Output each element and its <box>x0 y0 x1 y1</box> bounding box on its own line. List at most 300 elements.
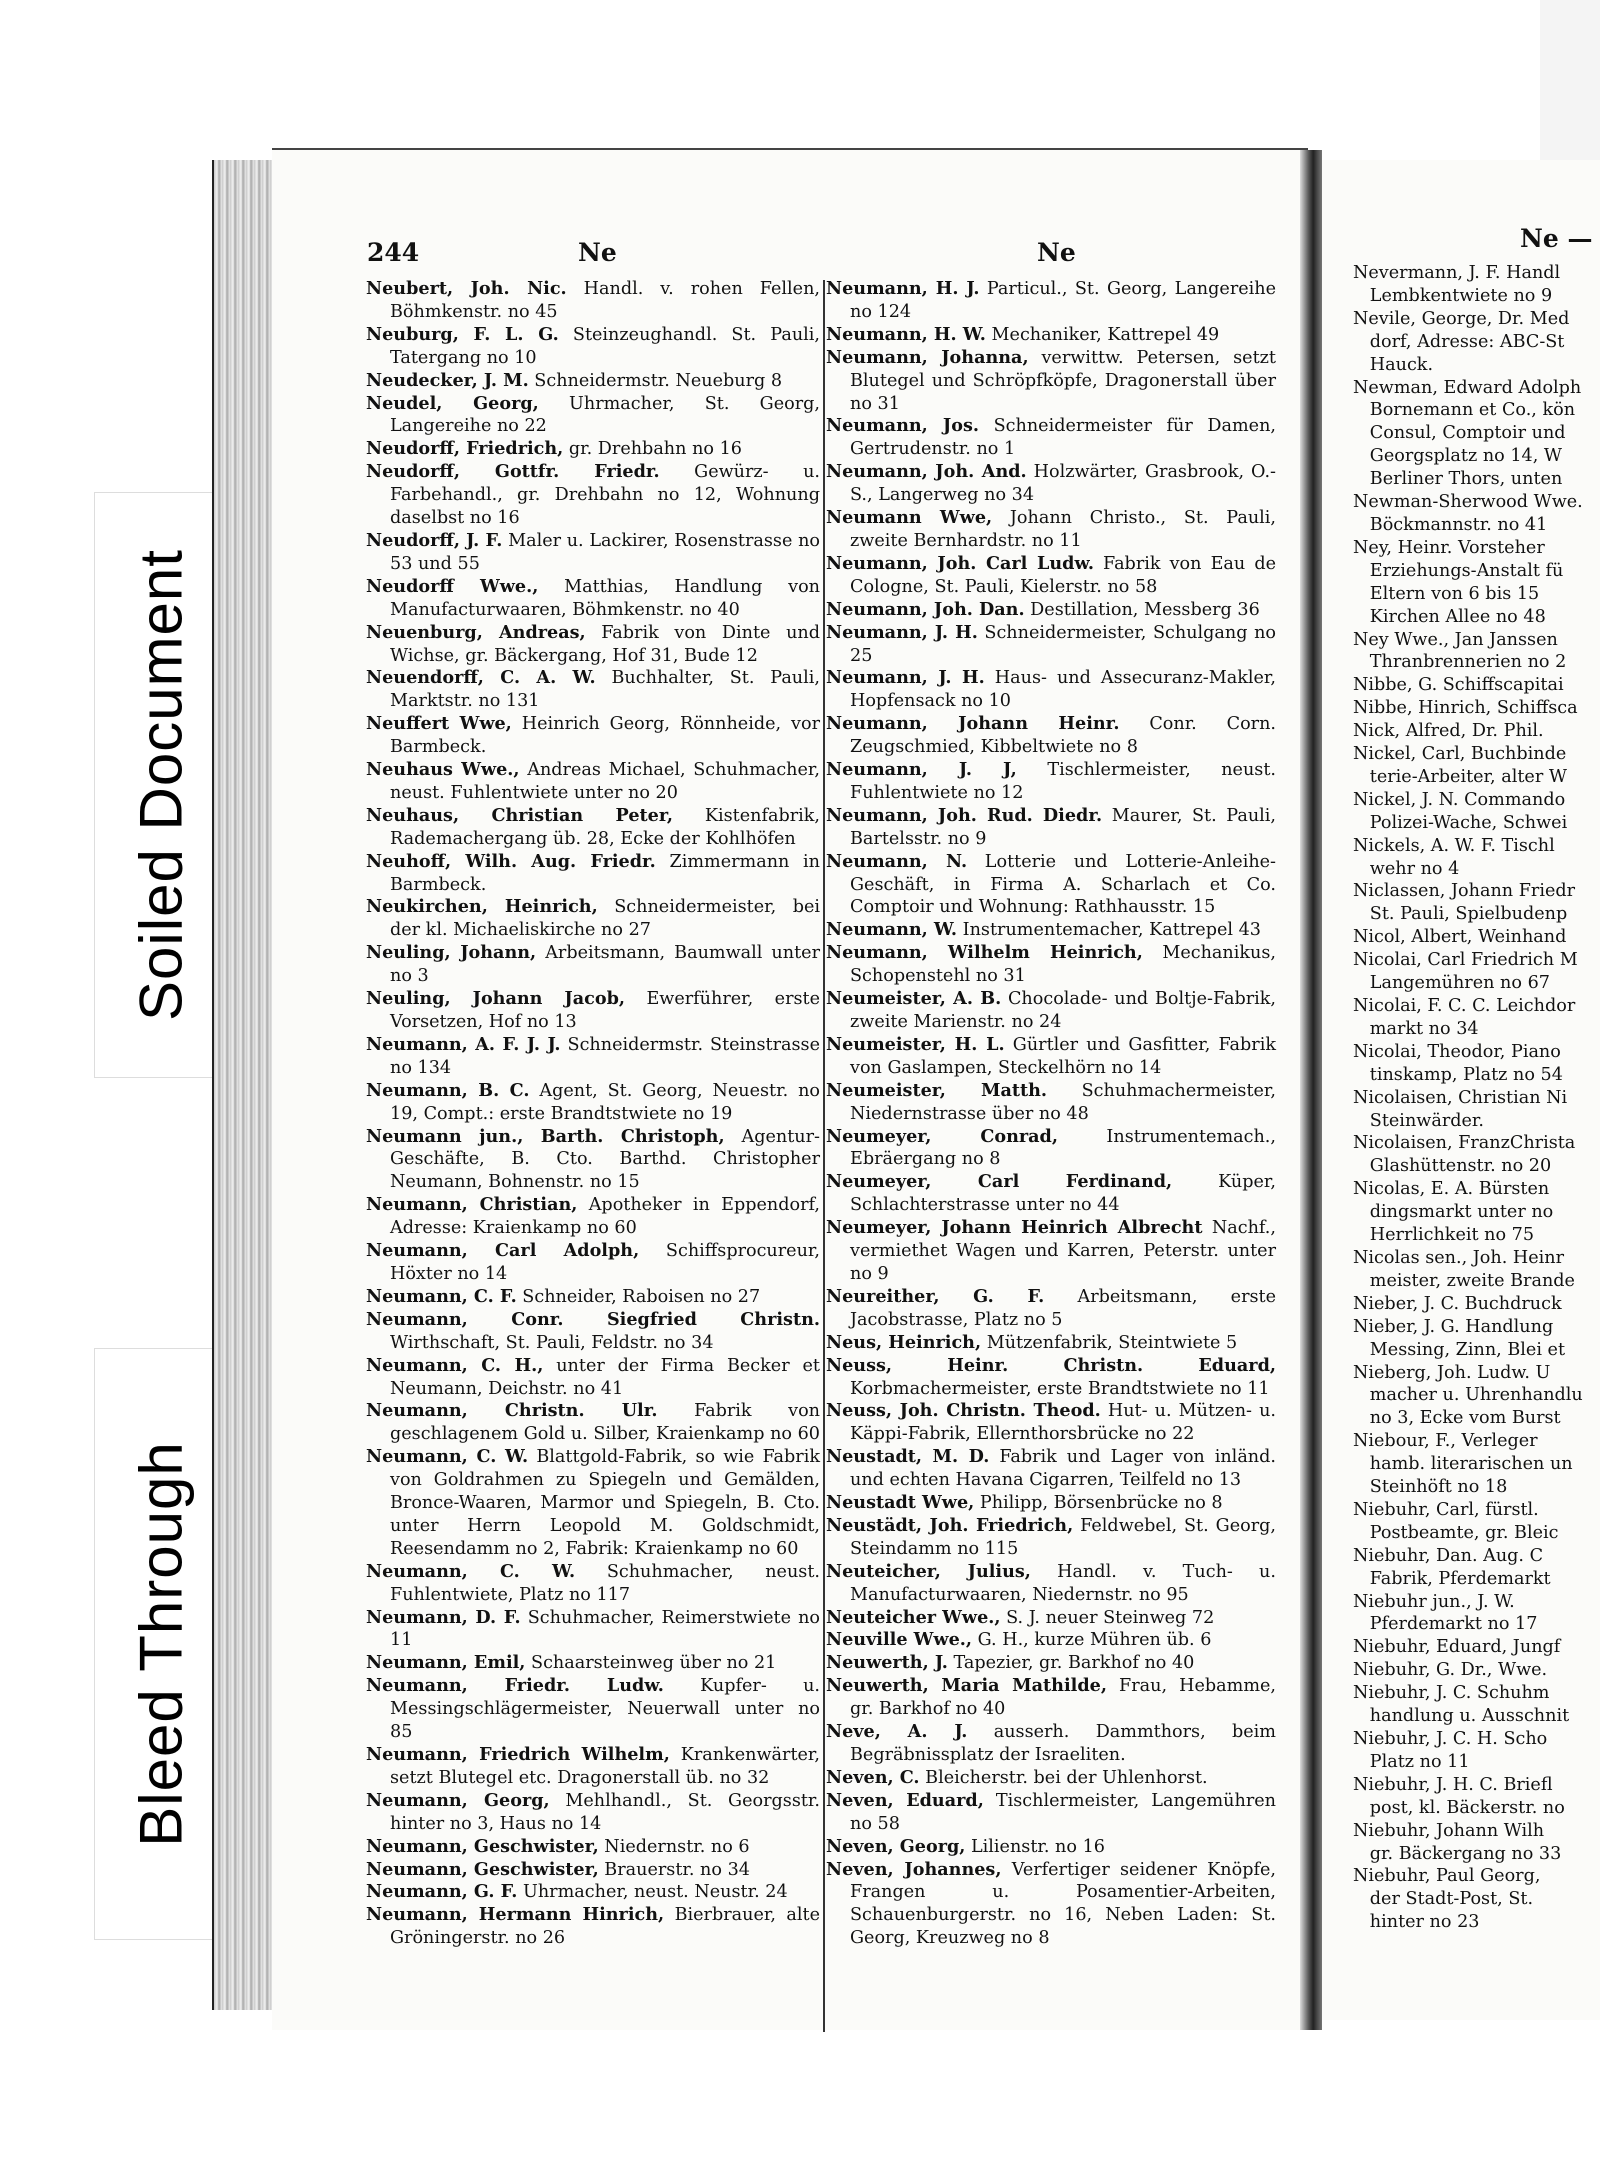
entry-details: Kistenfabrik, Rademachergang üb. 28, Ecke der Kohlhöfen <box>390 805 820 849</box>
directory-line: wehr no 4 <box>1353 858 1460 879</box>
entry-details: Frau, Hebamme, gr. Barkhof no 40 <box>850 1676 1277 1720</box>
entry-name: Neumann, C. W. <box>366 1446 529 1468</box>
entry-name: Neudorff, Friedrich, <box>366 438 564 460</box>
entry-details: Schneidermstr. Neueburg 8 <box>528 370 783 391</box>
entry-name: Neumann, Hermann Hinrich, <box>366 1904 665 1926</box>
directory-line: macher u. Uhrenhandlu <box>1353 1385 1583 1406</box>
directory-line: Lembkentwiete no 9 <box>1353 285 1553 306</box>
entry-details: Kupfer- u. Messingschlägermeister, Neuerwall unter no 85 <box>390 1676 820 1743</box>
directory-line: Erziehungs-Anstalt fü <box>1353 560 1564 581</box>
entry-details: Blattgold-Fabrik, so wie Fabrik von Goldrahmen zu Spiegeln und Gemälden, Bronce-Waaren, Marmor und Spiegeln, B. Cto. unter Herrn Leopold M. Goldschmidt, Reesendamm no 2, Fabrik: Kraienkamp no 60 <box>390 1447 820 1559</box>
directory-line: Nevermann, J. F. Handl <box>1353 263 1561 283</box>
entry-details: Schneider, Raboisen no 27 <box>516 1286 761 1307</box>
entry-details: Ewerführer, erste Vorsetzen, Hof no 13 <box>390 989 820 1032</box>
directory-column-left <box>366 278 820 1950</box>
entry-details: verwittw. Petersen, setzt Blutegel und Schröpfköpfe, Dragonerstall über no 31 <box>850 347 1277 414</box>
entry-details: Hut- u. Mützen- u. Käppi-Fabrik, Ellernthorsbrücke no 22 <box>850 1401 1277 1445</box>
directory-entry <box>826 713 1276 759</box>
directory-entry <box>366 851 820 897</box>
directory-line: Polizei-Wache, Schwei <box>1353 812 1568 833</box>
directory-line: St. Pauli, Spielbudenp <box>1353 904 1568 925</box>
entry-name: Neumann, A. F. J. J. <box>366 1033 561 1055</box>
entry-name: Neumann, Christian, <box>366 1194 578 1216</box>
directory-entry <box>366 1607 820 1653</box>
directory-entry <box>826 1629 1276 1652</box>
entry-details: Agent, St. Georg, Neuestr. no 19, Compt.: erste Brandtstwiete no 19 <box>390 1080 820 1124</box>
directory-entry <box>366 1400 820 1446</box>
directory-entry <box>366 1194 820 1240</box>
entry-name: Neumann, Joh. Carl Ludw. <box>826 552 1094 574</box>
directory-line: Nicol, Albert, Weinhand <box>1353 927 1567 948</box>
directory-entry <box>826 1446 1276 1492</box>
directory-line: Nibbe, Hinrich, Schiffsca <box>1353 698 1578 719</box>
directory-entry <box>366 278 820 324</box>
entry-details: Mechaniker, Kattrepel 49 <box>985 324 1220 345</box>
directory-entry <box>826 988 1276 1034</box>
entry-details: Schiffsprocureur, Höxter no 14 <box>390 1241 820 1284</box>
directory-entry <box>826 599 1276 622</box>
directory-line: Thranbrennerien no 2 <box>1353 652 1567 673</box>
book-gutter <box>1300 150 1322 2030</box>
entry-details: Mehlhandl., St. Georgsstr. hinter no 3, Haus no 14 <box>390 1790 820 1834</box>
directory-line: Ney, Heinr. Vorsteher <box>1353 537 1545 558</box>
entry-name: Neudorff, Gottfr. Friedr. <box>366 461 660 483</box>
directory-entry <box>826 415 1276 461</box>
directory-entry <box>826 1492 1276 1515</box>
directory-line: Hauck. <box>1353 354 1434 375</box>
entry-name: Neumann, N. <box>826 850 968 872</box>
entry-name: Neumann, D. F. <box>366 1606 521 1628</box>
entry-name: Neustadt Wwe, <box>826 1492 975 1514</box>
directory-entry <box>826 1400 1276 1446</box>
directory-entry <box>826 507 1276 553</box>
directory-entry <box>366 1309 820 1355</box>
entry-name: Neumann jun., Barth. Christoph, <box>366 1125 725 1147</box>
column-heading-left: Ne <box>578 238 617 267</box>
directory-line: Nicolaisen, FranzChrista <box>1353 1133 1576 1154</box>
directory-entry <box>366 1561 820 1607</box>
directory-line: Nieber, J. G. Handlung <box>1353 1316 1554 1337</box>
directory-entry <box>826 1286 1276 1332</box>
directory-line: post, kl. Bäckerstr. no <box>1353 1797 1565 1818</box>
directory-entry <box>366 1881 820 1904</box>
entry-details: Heinrich Georg, Rönnheide, vor Barmbeck. <box>390 714 820 758</box>
entry-details: Verfertiger seidener Knöpfe, Frangen u. Posamentier-Arbeiten, Schauenburgerstr. no 16, Neben Laden: St. Georg, Kreuzweg no 8 <box>850 1859 1277 1949</box>
directory-line: Niebuhr, Eduard, Jungf <box>1353 1637 1561 1658</box>
entry-details: Uhrmacher, St. Georg, Langereihe no 22 <box>390 393 820 437</box>
column-divider <box>823 280 825 2032</box>
entry-name: Neumann, J. H. <box>826 667 985 689</box>
directory-entry <box>366 438 820 461</box>
entry-name: Neuwerth, Maria Mathilde, <box>826 1675 1107 1697</box>
entry-name: Neus, Heinrich, <box>826 1331 982 1353</box>
directory-line: Nevile, George, Dr. Med <box>1353 308 1570 329</box>
entry-details: Bierbrauer, alte Gröningerstr. no 26 <box>390 1905 820 1949</box>
directory-line: Pferdemarkt no 17 <box>1353 1614 1538 1635</box>
entry-details: Particul., St. Georg, Langereihe no 124 <box>850 279 1277 322</box>
entry-name: Neumann, J. J, <box>826 759 1017 781</box>
entry-name: Neumann, Joh. And. <box>826 461 1027 483</box>
directory-entry <box>366 1240 820 1286</box>
entry-details: Schneidermeister, Schulgang no 25 <box>850 622 1276 666</box>
directory-line: dingsmarkt unter no <box>1353 1202 1554 1223</box>
entry-details: Schaarsteinweg über no 21 <box>525 1653 777 1674</box>
soiled-document-label: Soiled Document <box>127 549 195 1021</box>
entry-name: Neumann, Friedr. Ludw. <box>366 1675 664 1697</box>
directory-line: Berliner Thors, unten <box>1353 469 1563 490</box>
entry-details: Schuhmacher, neust. Fuhlentwiete, Platz no 117 <box>390 1561 820 1605</box>
directory-entry <box>366 1859 820 1882</box>
directory-line: Kirchen Allee no 48 <box>1353 606 1546 627</box>
entry-name: Neve, A. J. <box>826 1721 968 1743</box>
entry-name: Neuhaus Wwe., <box>366 759 520 781</box>
directory-entry <box>366 1790 820 1836</box>
directory-entry <box>826 1607 1276 1630</box>
directory-line: Platz no 11 <box>1353 1751 1470 1772</box>
entry-details: Mechanikus, Schopenstehl no 31 <box>850 943 1276 987</box>
entry-name: Neuteicher, Julius, <box>826 1560 1031 1582</box>
entry-name: Neumeister, Matth. <box>826 1079 1048 1101</box>
directory-line: Nibbe, G. Schiffscapitai <box>1353 675 1564 696</box>
directory-entry <box>366 805 820 851</box>
directory-entry <box>366 461 820 530</box>
directory-line: Nieberg, Joh. Ludw. U <box>1353 1362 1551 1383</box>
entry-details: Lotterie und Lotterie-Anleihe-Geschäft, in Firma A. Scharlach et Co. Comptoir und Wohnung: Rathhausstr. 15 <box>850 851 1277 918</box>
entry-details: Instrumentemacher, Kattrepel 43 <box>957 920 1261 941</box>
directory-line: Niclassen, Johann Friedr <box>1353 881 1576 902</box>
directory-line: dorf, Adresse: ABC-St <box>1353 331 1565 352</box>
entry-details: Küper, Schlachterstrasse unter no 44 <box>850 1172 1276 1216</box>
directory-entry <box>826 461 1276 507</box>
entry-details: Feldwebel, St. Georg, Steindamm no 115 <box>850 1515 1276 1559</box>
directory-line: Nickel, J. N. Commando <box>1353 789 1566 810</box>
entry-details: S. J. neuer Steinweg 72 <box>1000 1607 1215 1628</box>
entry-name: Neumann, C. H., <box>366 1354 544 1376</box>
entry-name: Neumann, C. F. <box>366 1285 517 1307</box>
directory-line: Niebuhr jun., J. W. <box>1353 1591 1521 1612</box>
entry-details: ausserh. Dammthors, beim Begräbnissplatz der Israeliten. <box>850 1722 1276 1765</box>
entry-details: Krankenwärter, setzt Blutegel etc. Dragonerstall üb. no 32 <box>390 1745 820 1788</box>
directory-entry <box>366 713 820 759</box>
directory-line: Niebour, F., Verleger <box>1353 1431 1538 1452</box>
entry-name: Neumann, G. F. <box>366 1881 518 1903</box>
directory-line: Newman, Edward Adolph <box>1353 377 1582 398</box>
directory-entry <box>826 1836 1276 1859</box>
entry-details: Buchhalter, St. Pauli, Marktstr. no 131 <box>390 668 820 712</box>
directory-line: Nicolaisen, Christian Ni <box>1353 1087 1568 1108</box>
entry-name: Neumann Wwe, <box>826 507 993 529</box>
entry-details: Andreas Michael, Schuhmacher, neust. Fuhlentwiete unter no 20 <box>390 760 820 803</box>
background-strip <box>1540 0 1600 160</box>
entry-details: Wirthschaft, St. Pauli, Feldstr. no 34 <box>390 1332 714 1353</box>
entry-details: Fabrik und Lager von inländ. und echten Havana Cigarren, Teilfeld no 13 <box>850 1447 1276 1491</box>
entry-name: Neuteicher Wwe., <box>826 1606 1001 1628</box>
entry-name: Neureither, G. F. <box>826 1285 1045 1307</box>
directory-line: Newman-Sherwood Wwe. <box>1353 492 1583 513</box>
entry-details: Nachf., vermiethet Wagen und Karren, Peterstr. unter no 9 <box>850 1218 1276 1284</box>
directory-line: Georgsplatz no 14, W <box>1353 446 1563 467</box>
directory-entry <box>366 622 820 668</box>
directory-line: gr. Bäckergang no 33 <box>1353 1843 1562 1864</box>
entry-name: Neumann, Wilhelm Heinrich, <box>826 942 1143 964</box>
directory-line: Glashüttenstr. no 20 <box>1353 1156 1552 1177</box>
directory-entry <box>826 1721 1276 1767</box>
entry-details: Gürtler und Gasfitter, Fabrik von Gaslampen, Steckelhörn no 14 <box>850 1034 1276 1078</box>
column-heading-right: Ne — <box>1520 224 1593 253</box>
page-number: 244 <box>367 238 420 267</box>
directory-entry <box>826 1515 1276 1561</box>
directory-entry <box>366 370 820 393</box>
directory-line: Bornemann et Co., kön <box>1353 400 1576 421</box>
directory-line: Niebuhr, Carl, fürstl. <box>1353 1499 1545 1520</box>
directory-entry <box>826 1217 1276 1286</box>
entry-details: Schneidermeister, bei der kl. Michaeliskirche no 27 <box>390 897 821 941</box>
directory-entry <box>826 347 1276 416</box>
entry-name: Neumann, Geschwister, <box>366 1858 599 1880</box>
directory-entry <box>366 1904 820 1950</box>
directory-entry <box>366 1675 820 1744</box>
directory-column-middle <box>826 278 1276 1950</box>
directory-entry <box>826 1561 1276 1607</box>
entry-details: Lilienstr. no 16 <box>965 1836 1105 1857</box>
directory-entry <box>366 1286 820 1309</box>
directory-entry <box>826 278 1276 324</box>
directory-entry <box>826 851 1276 920</box>
directory-entry <box>826 324 1276 347</box>
entry-details: Maurer, St. Pauli, Bartelsstr. no 9 <box>850 805 1277 849</box>
directory-line: terie-Arbeiter, alter W <box>1353 766 1567 787</box>
entry-details: Fabrik von geschlagenem Gold u. Silber, Kraienkamp no 60 <box>390 1401 820 1445</box>
entry-details: Uhrmacher, neust. Neustr. 24 <box>517 1882 788 1903</box>
entry-name: Neumann, C. W. <box>366 1560 576 1582</box>
directory-entry <box>366 393 820 439</box>
directory-entry <box>366 667 820 713</box>
directory-entry <box>826 919 1276 942</box>
entry-name: Neumann, Friedrich Wilhelm, <box>366 1744 670 1765</box>
entry-details: Mützenfabrik, Steintwiete 5 <box>981 1332 1238 1353</box>
entry-name: Neuville Wwe., <box>826 1629 973 1651</box>
directory-entry <box>366 576 820 622</box>
directory-entry <box>826 1171 1276 1217</box>
entry-name: Neven, C. <box>826 1766 920 1788</box>
directory-entry <box>826 1332 1276 1355</box>
entry-details: Bleicherstr. bei der Uhlenhorst. <box>919 1767 1208 1788</box>
entry-details: Arbeitsmann, erste Jacobstrasse, Platz no 5 <box>850 1286 1276 1330</box>
directory-column-right <box>1353 262 1600 1934</box>
entry-details: Tapezier, gr. Barkhof no 40 <box>947 1653 1195 1674</box>
directory-line: Nicolai, F. C. C. Leichdor <box>1353 996 1576 1016</box>
entry-name: Neudel, Georg, <box>366 392 539 414</box>
entry-name: Neudecker, J. M. <box>366 369 529 391</box>
directory-line: Herrlichkeit no 75 <box>1353 1225 1535 1246</box>
entry-name: Neumann, Carl Adolph, <box>366 1240 640 1262</box>
directory-entry <box>366 988 820 1034</box>
directory-entry <box>366 1836 820 1859</box>
entry-details: Holzwärter, Grasbrook, O.-S., Langerweg no 34 <box>850 462 1276 506</box>
entry-details: Steinzeughandl. St. Pauli, Tatergang no 10 <box>390 324 820 368</box>
directory-entry <box>366 1446 820 1561</box>
entry-name: Neuhaus, Christian Peter, <box>366 804 673 826</box>
entry-details: Schneidermstr. Steinstrasse no 134 <box>390 1034 820 1078</box>
entry-details: Tischlermeister, Langemühren no 58 <box>850 1790 1276 1834</box>
entry-details: Philipp, Börsenbrücke no 8 <box>974 1493 1223 1514</box>
directory-line: Langemühren no 67 <box>1353 973 1550 994</box>
directory-line: Niebuhr, Dan. Aug. C <box>1353 1545 1544 1566</box>
entry-details: Conr. Corn. Zeugschmied, Kibbeltwiete no 8 <box>850 714 1277 758</box>
directory-entry <box>826 1652 1276 1675</box>
entry-details: unter der Firma Becker et Neumann, Deichstr. no 41 <box>390 1355 820 1399</box>
entry-details: Chocolade- und Boltje-Fabrik, zweite Marienstr. no 24 <box>850 989 1277 1032</box>
entry-name: Neumann, Johanna, <box>826 346 1029 368</box>
entry-name: Neumann, H. W. <box>826 323 986 345</box>
entry-name: Neuffert Wwe, <box>366 713 512 735</box>
directory-entry <box>826 1355 1276 1401</box>
entry-name: Neubert, Joh. Nic. <box>366 278 567 299</box>
entry-name: Neumeister, H. L. <box>826 1033 1005 1055</box>
entry-name: Neuling, Johann, <box>366 942 537 964</box>
entry-details: Niedernstr. no 6 <box>598 1836 750 1857</box>
directory-entry <box>366 1355 820 1401</box>
directory-line: hinter no 23 <box>1353 1912 1480 1933</box>
directory-line: Nickels, A. W. F. Tischl <box>1353 835 1555 856</box>
directory-line: Nickel, Carl, Buchbinde <box>1353 744 1567 765</box>
directory-line: markt no 34 <box>1353 1018 1479 1039</box>
entry-details: Handl. v. rohen Fellen, Böhmkenstr. no 45 <box>390 279 820 322</box>
directory-line: handlung u. Ausschnit <box>1353 1706 1570 1727</box>
directory-entry <box>826 622 1276 668</box>
entry-name: Neumann, J. H. <box>826 621 978 643</box>
entry-name: Neven, Eduard, <box>826 1789 984 1811</box>
entry-details: Apotheker in Eppendorf, Adresse: Kraienkamp no 60 <box>390 1195 821 1239</box>
entry-name: Neuling, Johann Jacob, <box>366 988 626 1010</box>
soiled-document-tab <box>94 492 228 1078</box>
entry-name: Neuburg, F. L. G. <box>366 323 559 345</box>
directory-entry <box>366 1126 820 1195</box>
directory-line: Niebuhr, G. Dr., Wwe. <box>1353 1660 1548 1681</box>
directory-entry <box>826 1790 1276 1836</box>
directory-line: Niebuhr, J. H. C. Briefl <box>1353 1774 1553 1795</box>
entry-details: Instrumentemach., Ebräergang no 8 <box>850 1126 1276 1170</box>
entry-details: G. H., kurze Mühren üb. 6 <box>972 1630 1212 1651</box>
entry-name: Neuhoff, Wilh. Aug. Friedr. <box>366 850 656 872</box>
directory-line: Steinwärder. <box>1353 1110 1484 1131</box>
entry-details: Schuhmachermeister, Niedernstrasse über no 48 <box>850 1080 1276 1124</box>
entry-details: Handl. v. Tuch- u. Manufacturwaaren, Niedernstr. no 95 <box>850 1561 1276 1605</box>
entry-details: Fabrik von Eau de Cologne, St. Pauli, Kielerstr. no 58 <box>850 553 1276 597</box>
directory-line: Nick, Alfred, Dr. Phil. <box>1353 721 1544 742</box>
entry-name: Neumann, Conr. Siegfried Christn. <box>366 1308 820 1330</box>
entry-details: gr. Drehbahn no 16 <box>563 439 742 460</box>
directory-entry <box>366 896 820 942</box>
directory-entry <box>366 942 820 988</box>
entry-details: Johann Christo., St. Pauli, zweite Bernhardstr. no 11 <box>850 508 1277 551</box>
directory-entry <box>366 1652 820 1675</box>
directory-line: Niebuhr, J. C. H. Scho <box>1353 1729 1548 1749</box>
entry-name: Neumeyer, Carl Ferdinand, <box>826 1171 1173 1193</box>
directory-line: Nicolai, Carl Friedrich M <box>1353 950 1578 971</box>
directory-line: Eltern von 6 bis 15 <box>1353 583 1540 604</box>
directory-entry <box>826 1767 1276 1790</box>
entry-name: Neumann, Emil, <box>366 1652 526 1674</box>
directory-entry <box>826 759 1276 805</box>
entry-name: Neuss, Joh. Christn. Theod. <box>826 1400 1101 1422</box>
directory-entry <box>826 1034 1276 1080</box>
entry-details: Agentur-Geschäfte, B. Cto. Barthd. Christopher Neumann, Bohnenstr. no 15 <box>390 1126 820 1193</box>
directory-line: Fabrik, Pferdemarkt <box>1353 1568 1557 1589</box>
entry-name: Neuwerth, J. <box>826 1652 948 1674</box>
directory-entry <box>826 942 1276 988</box>
entry-name: Neumann, Johann Heinr. <box>826 713 1120 735</box>
entry-name: Neumann, Christn. Ulr. <box>366 1400 658 1422</box>
entry-details: Zimmermann in Barmbeck. <box>390 851 820 895</box>
directory-line: Consul, Comptoir und <box>1353 423 1566 444</box>
bleed-through-label: Bleed Through <box>127 1441 195 1847</box>
entry-details: Schneidermeister für Damen, Gertrudenstr. no 1 <box>850 416 1276 460</box>
entry-details: Maler u. Lackirer, Rosenstrasse no 53 und 55 <box>390 530 820 574</box>
entry-name: Neuss, Heinr. Christn. Eduard, <box>826 1354 1276 1376</box>
entry-details: Arbeitsmann, Baumwall unter no 3 <box>390 943 820 987</box>
directory-entry <box>366 1744 820 1790</box>
entry-name: Neustadt, M. D. <box>826 1446 990 1468</box>
entry-name: Neustädt, Joh. Friedrich, <box>826 1514 1074 1536</box>
entry-name: Neumann, B. C. <box>366 1079 530 1101</box>
book-page-edges <box>212 160 272 2010</box>
directory-line: no 3, Ecke vom Burst <box>1353 1408 1561 1429</box>
entry-name: Neumeister, A. B. <box>826 988 1002 1010</box>
directory-line: Ney Wwe., Jan Janssen <box>1353 629 1558 650</box>
directory-entry <box>826 667 1276 713</box>
directory-line: Böckmannstr. no 41 <box>1353 514 1548 535</box>
directory-line: Niebuhr, J. C. Schuhm <box>1353 1683 1550 1704</box>
directory-line: Postbeamte, gr. Bleic <box>1353 1522 1559 1543</box>
entry-name: Neven, Johannes, <box>826 1858 1002 1880</box>
directory-line: tinskamp, Platz no 54 <box>1353 1064 1563 1085</box>
entry-name: Neudorff Wwe., <box>366 575 539 597</box>
directory-line: meister, zweite Brande <box>1353 1270 1575 1291</box>
directory-line: Niebuhr, Paul Georg, <box>1353 1866 1547 1887</box>
entry-details: Brauerstr. no 34 <box>598 1859 750 1880</box>
directory-entry <box>826 1126 1276 1172</box>
entry-name: Neven, Georg, <box>826 1835 966 1857</box>
directory-line: Nicolas sen., Joh. Heinr <box>1353 1247 1565 1268</box>
entry-details: Haus- und Assecuranz-Makler, Hopfensack no 10 <box>850 668 1277 712</box>
directory-line: Niebuhr, Johann Wilh <box>1353 1820 1545 1841</box>
entry-details: Destillation, Messberg 36 <box>1024 599 1260 620</box>
bleed-through-tab <box>94 1348 228 1940</box>
directory-line: Nicolas, E. A. Bürsten <box>1353 1179 1550 1200</box>
entry-name: Neumeyer, Johann Heinrich Albrecht <box>826 1217 1203 1239</box>
directory-entry <box>366 1080 820 1126</box>
entry-name: Neuendorff, C. A. W. <box>366 667 596 689</box>
entry-name: Neumann, Jos. <box>826 415 980 437</box>
entry-name: Neumann, Joh. Rud. Diedr. <box>826 804 1103 826</box>
directory-entry <box>366 530 820 576</box>
directory-entry <box>826 553 1276 599</box>
directory-entry <box>826 1675 1276 1721</box>
entry-details: Matthias, Handlung von Manufacturwaaren, Böhmkenstr. no 40 <box>390 576 820 620</box>
entry-name: Neuenburg, Andreas, <box>366 621 586 643</box>
entry-name: Neumann, H. J. <box>826 278 980 299</box>
directory-entry <box>366 759 820 805</box>
entry-name: Neudorff, J. F. <box>366 529 503 551</box>
directory-line: der Stadt-Post, St. <box>1353 1889 1539 1910</box>
entry-name: Neukirchen, Heinrich, <box>366 896 598 918</box>
entry-details: Korbmachermeister, erste Brandtstwiete no 11 <box>850 1378 1270 1399</box>
entry-details: Fabrik von Dinte und Wichse, gr. Bäckergang, Hof 31, Bude 12 <box>390 622 820 666</box>
directory-entry <box>826 1859 1276 1951</box>
column-heading-middle: Ne <box>1037 238 1076 267</box>
directory-entry <box>366 324 820 370</box>
